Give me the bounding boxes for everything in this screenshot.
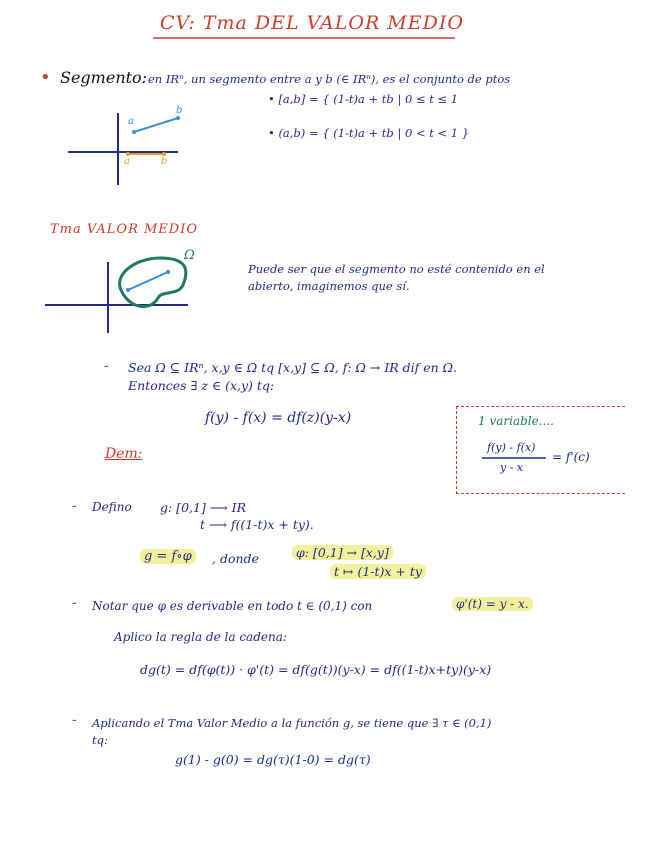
box-fraction-numerator: f(y) - f(x) xyxy=(487,441,536,454)
apply-line1: Aplicando el Tma Valor Medio a la función g, se tiene que ∃ τ ∈ (0,1) xyxy=(92,716,492,730)
seg-label-b-orange: b xyxy=(161,156,168,167)
chain-rule-formula: dg(t) = df(φ(t)) · φ'(t) = df(g(t))(y-x) = df((1-t)x+ty)(y-x) xyxy=(140,662,492,677)
page-title: CV: Tma DEL VALOR MEDIO xyxy=(160,12,464,34)
segment-definition: en IRⁿ, un segmento entre a y b (∈ IRⁿ), es el conjunto de ptos xyxy=(148,72,511,86)
box-rhs: = f'(c) xyxy=(552,450,590,464)
apply-dash: - xyxy=(72,712,77,728)
composition-highlight: g = f∘φ xyxy=(140,549,196,564)
statement-line2: Entonces ∃ z ∈ (x,y) tq: xyxy=(128,378,275,393)
phi-line2: t ↦ (1-t)x + ty xyxy=(330,564,426,579)
box-title: 1 variable.... xyxy=(478,414,554,428)
phi-derivable-note: Notar que φ es derivable en todo t ∈ (0,1) con xyxy=(92,599,373,613)
segment-heading: Segmento: xyxy=(60,68,148,87)
composition-where: , donde xyxy=(212,551,259,566)
define-dash: - xyxy=(72,498,77,514)
g-def-line1: g: [0,1] ⟶ IR xyxy=(160,500,247,515)
statement-line1: Sea Ω ⊆ IRⁿ, x,y ∈ Ω tq [x,y] ⊆ Ω, f: Ω → IR dif en Ω. xyxy=(128,360,457,375)
segment-open: • (a,b) = { (1-t)a + tb | 0 < t < 1 } xyxy=(268,126,470,140)
statement-dash: - xyxy=(104,358,109,374)
seg-label-a-blue: a xyxy=(128,116,134,127)
segment-bullet: • xyxy=(40,67,51,88)
tvm-note-line1: Puede ser que el segmento no esté contenido en el xyxy=(248,262,545,276)
segment-closed: • [a,b] = { (1-t)a + tb | 0 ≤ t ≤ 1 xyxy=(268,92,459,106)
box-fraction-denominator: y - x xyxy=(500,461,524,474)
phi-line1: φ: [0,1] → [x,y] xyxy=(292,545,393,560)
tvm-heading: Tma VALOR MEDIO xyxy=(50,222,199,237)
dem-label: Dem: xyxy=(105,446,143,462)
phi-prime-highlight: φ'(t) = y - x. xyxy=(452,597,533,611)
apply-line2: tq: xyxy=(92,733,108,747)
final-formula: g(1) - g(0) = dg(τ)(1-0) = dg(τ) xyxy=(175,752,371,767)
define-label: Defino xyxy=(92,500,132,514)
g-def-line2: t ⟶ f((1-t)x + ty). xyxy=(200,517,314,532)
seg-label-b-blue: b xyxy=(176,105,183,116)
omega-label: Ω xyxy=(184,248,195,263)
chain-rule-label: Aplico la regla de la cadena: xyxy=(114,630,287,644)
statement-formula: f(y) - f(x) = df(z)(y-x) xyxy=(205,410,352,426)
tvm-note-line2: abierto, imaginemos que sí. xyxy=(248,279,410,293)
seg-label-a-orange: a xyxy=(124,156,130,167)
note-dash: - xyxy=(72,595,77,611)
